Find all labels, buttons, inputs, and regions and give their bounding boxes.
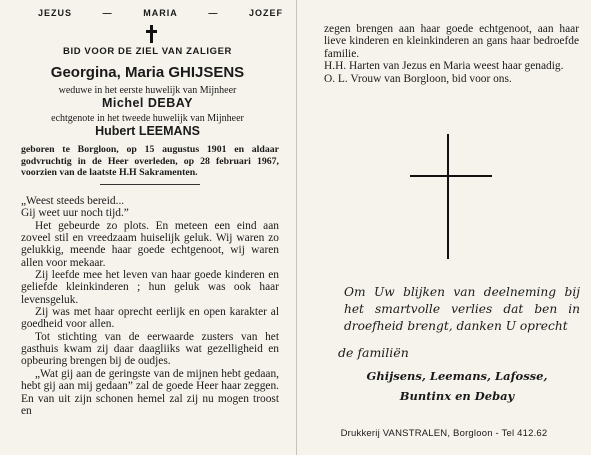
memorial-paragraph: O. L. Vrouw van Borgloon, bid voor ons.	[324, 72, 512, 85]
deceased-name: Georgina, Maria GHIJSENS	[50, 64, 245, 81]
quote-line: Gij weet uur noch tijd.”	[21, 207, 129, 220]
second-marriage-line: echtgenote in het tweede huwelijk van Mijnheer	[51, 113, 244, 124]
birth-death-details: geboren te Borgloon, op 15 augustus 1901 en aldaar godvruchtig in de Heer overleden, op 28 februari 1967, voorzien van de laatste H.H Sakramenten.	[21, 144, 279, 179]
family-label: de familiën	[338, 345, 409, 360]
memorial-text	[21, 195, 279, 417]
header-word: JEZUS	[38, 8, 73, 18]
right-panel	[297, 0, 591, 455]
header-word: JOZEF	[248, 8, 283, 18]
memorial-paragraph: Het gebeurde zo plots. En meteen een eind aan zoveel stil en vreedzaam huiselijk geluk. Wij waren zo gelukkig, meende haar goede echtgenoot, wij waren allen voor mekaar.	[21, 219, 279, 269]
header-word: MARIA	[143, 8, 178, 18]
condolence-thanks: Om Uw blijken van deelneming bij het smartvolle verlies dat ben in droefheid brengt, danken U oprecht	[344, 285, 580, 333]
left-panel	[0, 0, 295, 455]
first-marriage-line: weduwe in het eerste huwelijk van Mijnheer	[58, 85, 237, 96]
memorial-paragraph: Tot stichting van de eerwaarde zusters van het gasthuis kwam zij daar daagliiks wat gezelligheid en opbeuring brengen bij de oudjes.	[21, 330, 279, 368]
memorial-paragraph: „Wat gij aan de geringste van de mijnen hebt gedaan, hebt gij aan mij gedaan” zal de goede Heer haar zeggen. En van uit zijn schonen hemel zal zij nu mogen troost en	[21, 367, 279, 417]
holy-names-header	[38, 8, 283, 18]
memorial-paragraph: H.H. Harten van Jezus en Maria weest haar genadig.	[324, 60, 564, 73]
second-spouse-name: Hubert LEEMANS	[95, 124, 200, 138]
family-names	[347, 366, 567, 406]
printer-imprint: Drukkerij VANSTRALEN, Borgloon - Tel 412.62	[340, 428, 548, 439]
family-names-line: Ghijsens, Leemans, Lafosse,	[366, 369, 548, 383]
memorial-paragraph: zegen brengen aan haar goede echtgenoot, aan haar lieve kinderen en kleinkinderen an gans haar bedroefde familie.	[324, 23, 579, 60]
quote-line: „Weest steeds bereid...	[21, 195, 125, 207]
divider-rule	[100, 184, 200, 185]
large-cross-icon	[410, 134, 492, 259]
memorial-paragraph: Zij leefde mee het leven van haar goede kinderen en geliefde kleinkinderen ; hun geluk was ook haar levensgeluk.	[21, 269, 279, 306]
cross-icon	[146, 25, 158, 43]
family-names-line: Buntinx en Debay	[399, 389, 515, 403]
header-dash: —	[102, 8, 113, 18]
header-dash: —	[208, 8, 219, 18]
prayer-heading: BID VOOR DE ZIEL VAN ZALIGER	[63, 46, 232, 57]
memorial-paragraph: Zij was met haar oprecht eerlijk en open karakter al goedheid voor allen.	[21, 306, 279, 331]
memorial-text-continued	[324, 23, 579, 85]
first-spouse-name: Michel DEBAY	[102, 96, 193, 110]
